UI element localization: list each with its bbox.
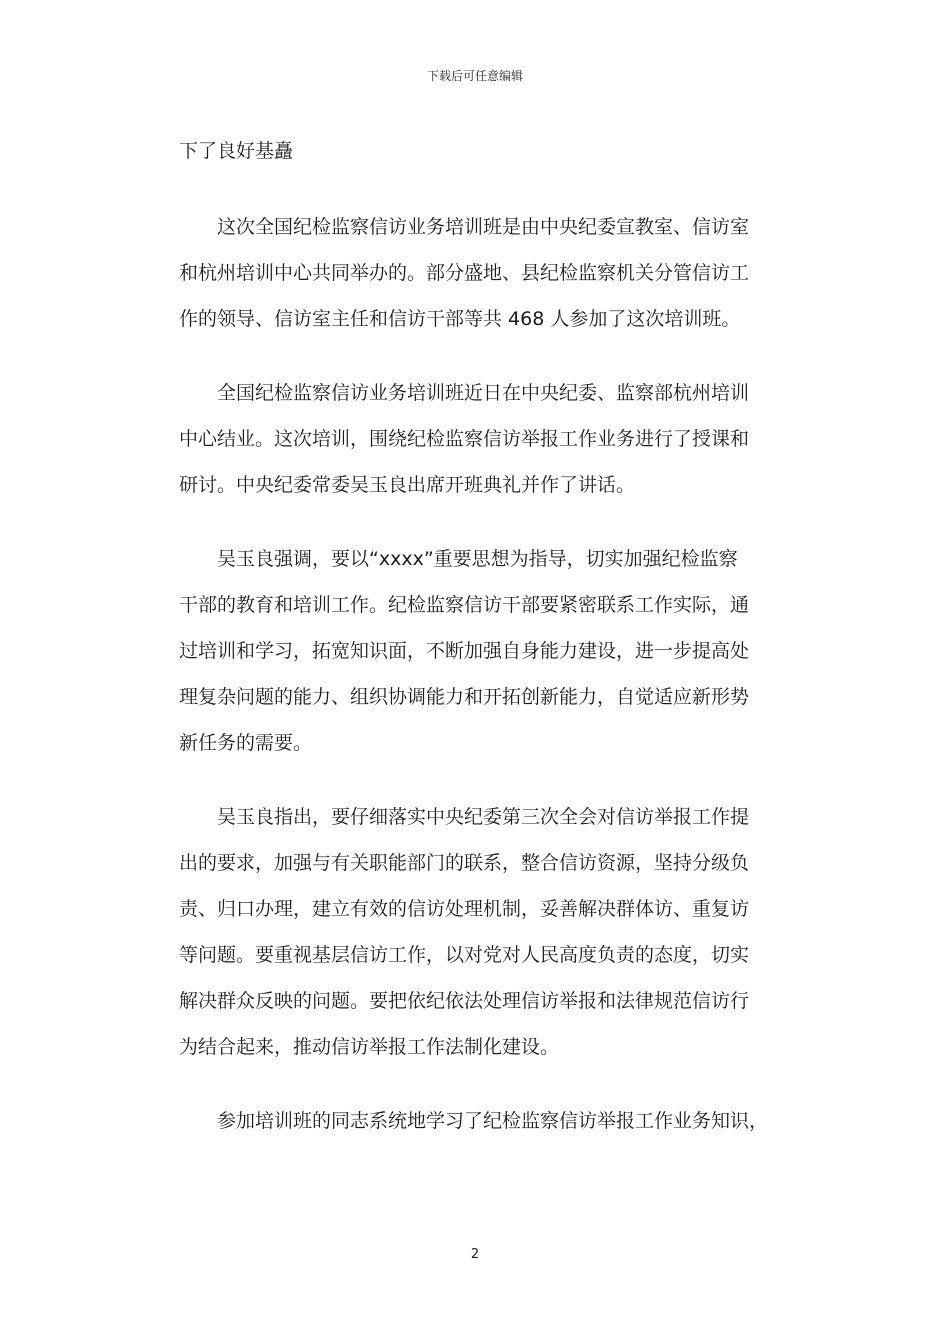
- text-line: 理复杂问题的能力、组织协调能力和开拓创新能力，自觉适应新形势: [179, 686, 750, 708]
- paragraph-6: [179, 1098, 769, 1144]
- text-line: 全国纪检监察信访业务培训班近日在中央纪委、监察部杭州培训: [217, 382, 750, 404]
- text-line: 责、归口办理，建立有效的信访处理机制，妥善解决群体访、重复访: [179, 898, 750, 920]
- text-line: 解决群众反映的问题。要把依纪依法处理信访举报和法律规范信访行: [179, 990, 750, 1012]
- page-header: 下载后可任意编辑: [426, 69, 523, 83]
- text-line: 等问题。要重视基层信访工作，以对党对人民高度负责的态度，切实: [179, 944, 750, 966]
- text-line: 中心结业。这次培训，围绕纪检监察信访举报工作业务进行了授课和: [179, 428, 750, 450]
- text-line: 作的领导、信访室主任和信访干部等共 468 人参加了这次培训班。: [179, 308, 741, 330]
- text-line: 出的要求，加强与有关职能部门的联系，整合信访资源，坚持分级负: [179, 852, 750, 874]
- text-line: 干部的教育和培训工作。纪检监察信访干部要紧密联系工作实际，通: [179, 594, 750, 616]
- paragraph-4: [179, 536, 765, 766]
- text-line: 研讨。中央纪委常委吴玉良出席开班典礼并作了讲话。: [179, 474, 636, 496]
- paragraph-1: [179, 128, 765, 174]
- text-line: 参加培训班的同志系统地学习了纪检监察信访举报工作业务知识，: [217, 1110, 769, 1132]
- text-line: 这次全国纪检监察信访业务培训班是由中央纪委宣教室、信访室: [217, 216, 750, 238]
- page-number: 2: [470, 1247, 480, 1262]
- text-line: 吴玉良指出，要仔细落实中央纪委第三次全会对信访举报工作提: [217, 806, 750, 828]
- text-line: 和杭州培训中心共同举办的。部分盛地、县纪检监察机关分管信访工: [179, 262, 750, 284]
- text-line: 吴玉良强调，要以“xxxx”重要思想为指导，切实加强纪检监察: [217, 548, 738, 570]
- text-line: 为结合起来，推动信访举报工作法制化建设。: [179, 1036, 560, 1058]
- text-line: 过培训和学习，拓宽知识面，不断加强自身能力建设，进一步提高处: [179, 640, 750, 662]
- text-line: 下了良好基矗: [179, 140, 294, 162]
- paragraph-3: [179, 370, 765, 508]
- document-body: [179, 128, 769, 1172]
- paragraph-5: [179, 794, 765, 1070]
- text-line: 新任务的需要。: [179, 732, 313, 754]
- paragraph-2: [179, 204, 765, 342]
